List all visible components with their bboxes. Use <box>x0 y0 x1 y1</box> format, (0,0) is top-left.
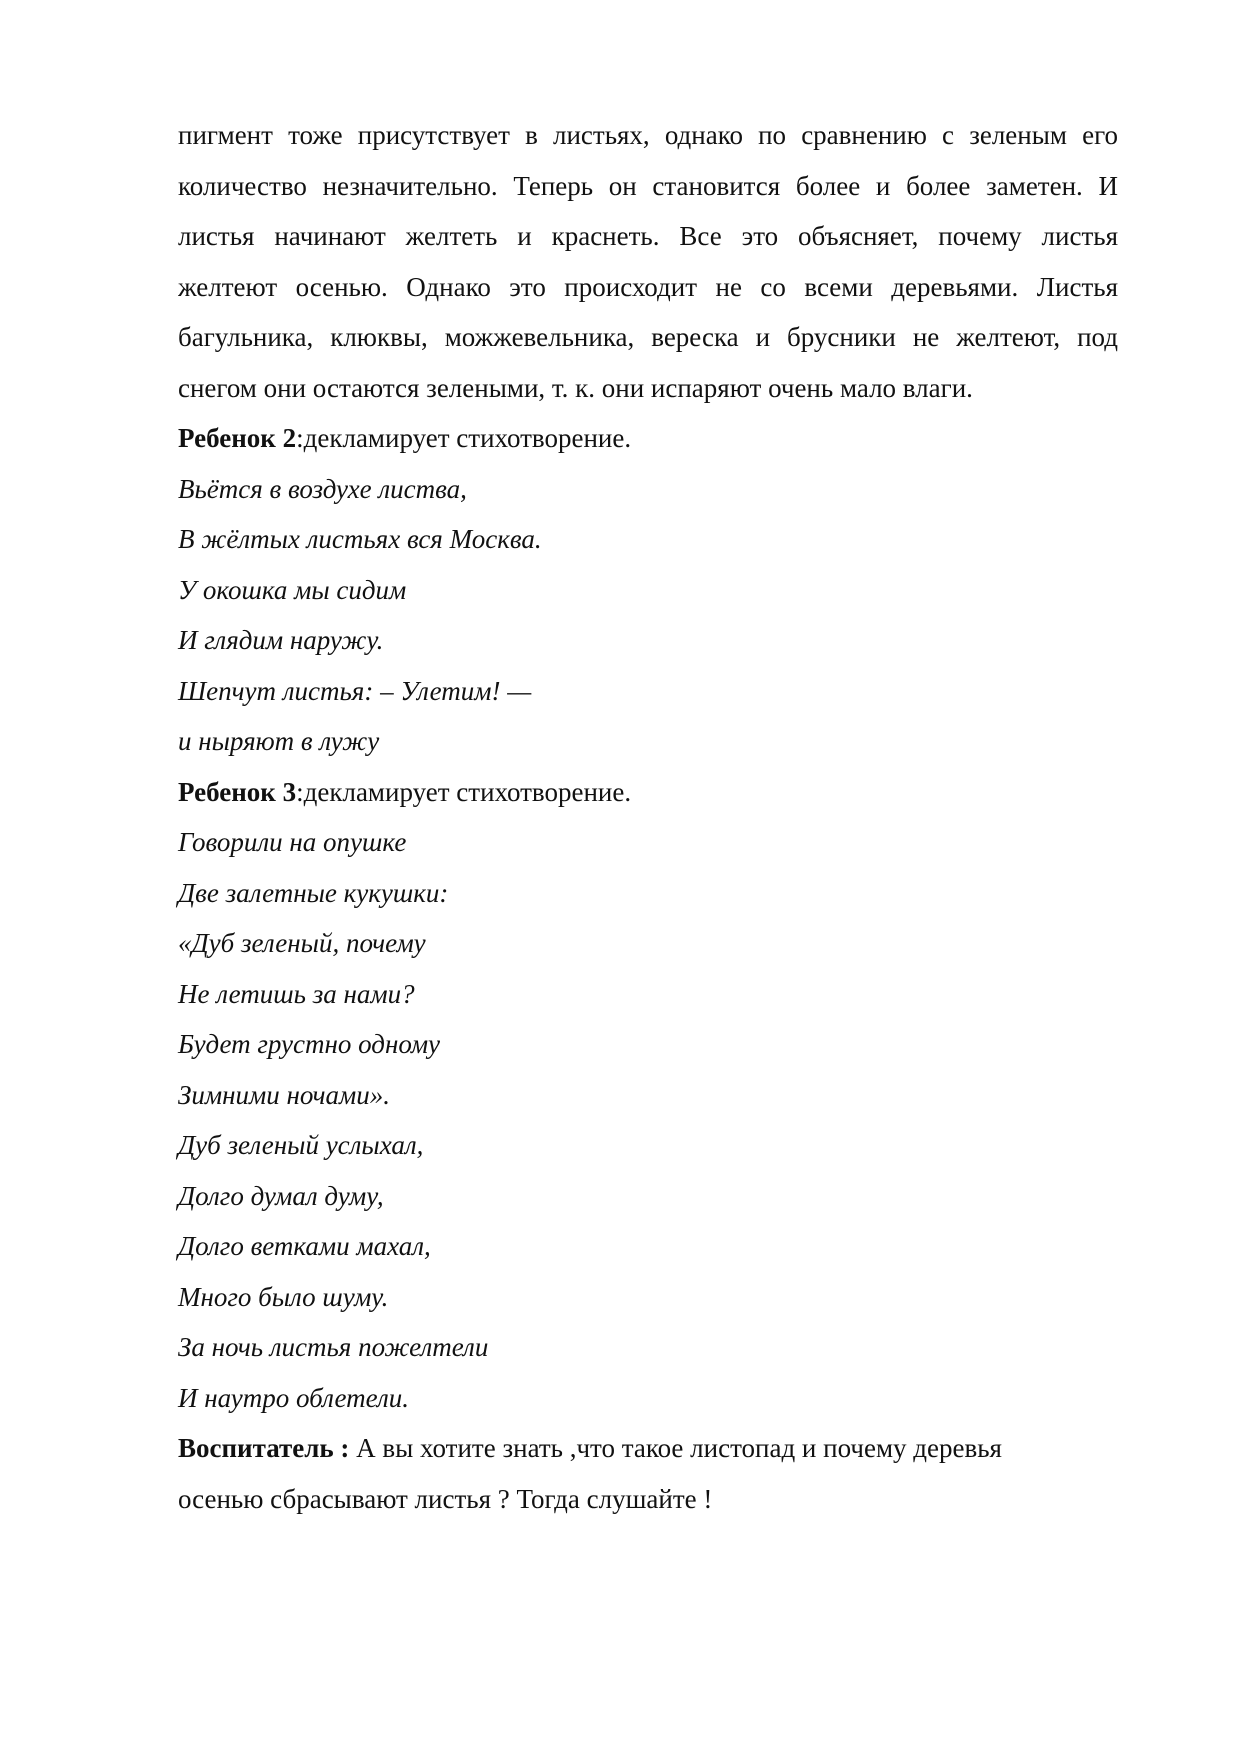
poem-line: И наутро облетели. <box>178 1382 409 1413</box>
teacher-line-2: осенью сбрасывают листья ? Тогда слушайте ! <box>178 1483 713 1514</box>
poem-line: Будет грустно одному <box>178 1029 441 1059</box>
teacher-paragraph <box>178 1423 1118 1524</box>
child2-poem <box>178 464 1118 767</box>
child2-action: :декламирует стихотворение. <box>296 423 632 453</box>
document-text <box>178 110 1118 1524</box>
paragraph-line: снегом они остаются зелеными, т. к. они испаряют очень мало влаги. <box>178 372 973 403</box>
poem-line: Долго думал думу, <box>178 1180 384 1211</box>
teacher-speaker: Воспитатель : <box>178 1433 350 1463</box>
poem-line: «Дуб зеленый, почему <box>178 928 426 958</box>
poem-line: Много было шуму. <box>178 1281 389 1312</box>
poem-line: Две залетные кукушки: <box>178 877 449 908</box>
poem-line: В жёлтых листьях вся Москва. <box>178 524 542 554</box>
poem-line: Зимними ночами». <box>178 1079 391 1110</box>
child2-speaker: Ребенок 2 <box>178 423 297 453</box>
poem-line: Долго ветками махал, <box>178 1231 431 1261</box>
poem-line: Не летишь за нами? <box>178 978 415 1009</box>
child3-poem <box>178 817 1118 1423</box>
paragraph-line: листья начинают желтеть и краснеть. Все это объясняет, почему листья <box>178 221 1118 251</box>
paragraph-line: желтеют осенью. Однако это происходит не со всеми деревьями. Листья <box>178 271 1118 302</box>
child2-intro <box>178 413 1118 464</box>
poem-line: За ночь листья пожелтели <box>178 1332 489 1362</box>
poem-line: Дуб зеленый услыхал, <box>178 1130 424 1160</box>
poem-line: И глядим наружу. <box>178 625 384 655</box>
child3-action: :декламирует стихотворение. <box>296 776 632 807</box>
poem-line: У окошка мы сидим <box>178 574 407 605</box>
paragraph-line: пигмент тоже присутствует в листьях, однако по сравнению с зеленым его <box>178 120 1118 150</box>
teacher-line-1 <box>178 1423 1118 1474</box>
child3-speaker: Ребенок 3 <box>178 776 297 807</box>
paragraph-line: багульника, клюквы, можжевельника, вереска и брусники не желтеют, под <box>178 322 1118 352</box>
teacher-text: А вы хотите знать ,что такое листопад и почему деревья <box>349 1433 1002 1463</box>
poem-line: Говорили на опушке <box>178 827 407 857</box>
paragraph-leaf-pigment <box>178 110 1118 413</box>
poem-line: и ныряют в лужу <box>178 726 380 756</box>
child3-intro <box>178 767 1118 818</box>
poem-line: Вьётся в воздухе листва, <box>178 473 467 504</box>
paragraph-line: количество незначительно. Теперь он становится более и более заметен. И <box>178 170 1118 201</box>
poem-line: Шепчут листья: – Улетим! — <box>178 675 532 706</box>
